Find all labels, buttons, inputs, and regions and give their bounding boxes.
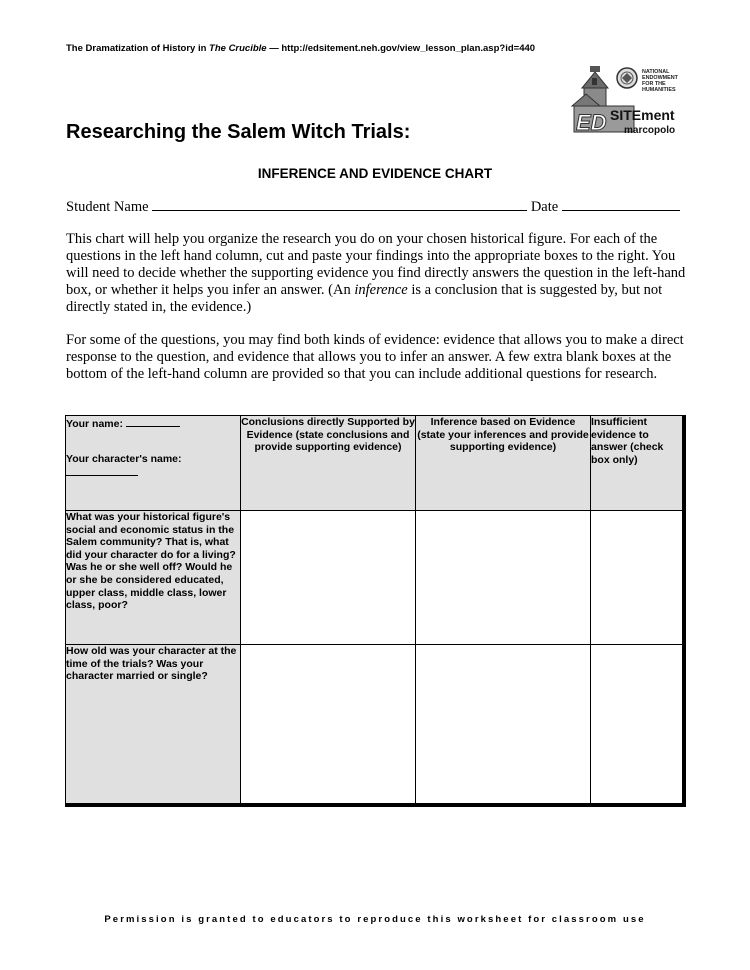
page-title: Researching the Salem Witch Trials: xyxy=(66,121,411,143)
answer-cell-inference[interactable] xyxy=(416,645,591,804)
character-name-line xyxy=(66,453,240,480)
table-row xyxy=(66,645,683,804)
logo-org-line1: NATIONAL xyxy=(642,69,670,75)
your-name-line xyxy=(66,416,240,431)
table-header-row xyxy=(66,416,683,511)
intro-p1-italic: inference xyxy=(354,282,408,299)
header-play-title: The Crucible xyxy=(209,43,267,54)
answer-cell-inference[interactable] xyxy=(416,511,591,645)
chart-table xyxy=(65,415,683,804)
logo-org-line3: FOR THE xyxy=(642,81,666,87)
logo-sitement: SITEment xyxy=(610,107,675,123)
your-name-field[interactable] xyxy=(126,416,180,427)
inference-evidence-chart xyxy=(65,415,686,807)
logo-marcopolo: marcopolo xyxy=(624,125,676,136)
logo-org-line2: ENDOWMENT xyxy=(642,75,678,81)
header-prefix: The Dramatization of History in xyxy=(66,43,210,54)
answer-cell-insufficient[interactable] xyxy=(591,645,683,804)
permission-footer: Permission is granted to educators to reproduce this worksheet for classroom use xyxy=(104,914,646,925)
page-header xyxy=(66,43,535,54)
column-header-inference: Inference based on Evidence (state your inferences and provide supporting evidence) xyxy=(416,416,591,511)
student-name-label: Student Name xyxy=(66,199,149,215)
intro-paragraph-1 xyxy=(66,231,690,316)
your-name-label: Your name: xyxy=(66,418,126,430)
chart-subtitle: INFERENCE AND EVIDENCE CHART xyxy=(257,166,493,181)
edsitement-logo xyxy=(570,64,690,142)
question-social-status: What was your historical figure's social and economic status in the Salem community? That is, what did your character do for a living? Was he or she well off? Would he or she be considered educated, upper class, middle class, lower class, poor? xyxy=(66,511,241,645)
column-header-insufficient: Insufficient evidence to answer (check box only) xyxy=(591,416,683,511)
student-info-line xyxy=(66,196,686,216)
intro-paragraph-2: For some of the questions, you may find both kinds of evidence: evidence that allows you to make a direct response to the question, and evidence that allows you to infer an answer. A few extra blank boxes at the bottom of the left-hand column are provided so that you can include additional questions for research. xyxy=(66,332,684,383)
date-field[interactable] xyxy=(562,196,680,211)
identity-cell xyxy=(66,416,241,511)
logo-ed: ED xyxy=(576,110,607,135)
question-age-marital: How old was your character at the time of the trials? Was your character married or single? xyxy=(66,645,241,804)
answer-cell-conclusions[interactable] xyxy=(241,645,416,804)
intro-p1-text: This chart will help you organize the research you do on your chosen historical figure. For each of the questions in the left hand column, cut and paste your findings into the appropriate boxes to the right. You will need to decide whether the supporting evidence you find directly answers the question in the left-hand box, or whether it helps you infer an answer. (An xyxy=(66,231,686,299)
student-name-field[interactable] xyxy=(152,196,527,211)
date-label: Date xyxy=(530,199,559,215)
character-name-label: Your character's name: xyxy=(66,452,182,465)
header-url: — http://edsitement.neh.gov/view_lesson_plan.asp?id=440 xyxy=(266,43,536,54)
character-name-field[interactable] xyxy=(66,465,138,476)
table-row xyxy=(66,511,683,645)
column-header-conclusions: Conclusions directly Supported by Evidence (state conclusions and provide supporting evidence) xyxy=(241,416,416,511)
logo-org-line4: HUMANITIES xyxy=(642,87,676,93)
answer-cell-insufficient[interactable] xyxy=(591,511,683,645)
intro-p1-text-end: is a conclusion that is suggested by, but not directly stated in, the evidence.) xyxy=(66,282,663,316)
answer-cell-conclusions[interactable] xyxy=(241,511,416,645)
